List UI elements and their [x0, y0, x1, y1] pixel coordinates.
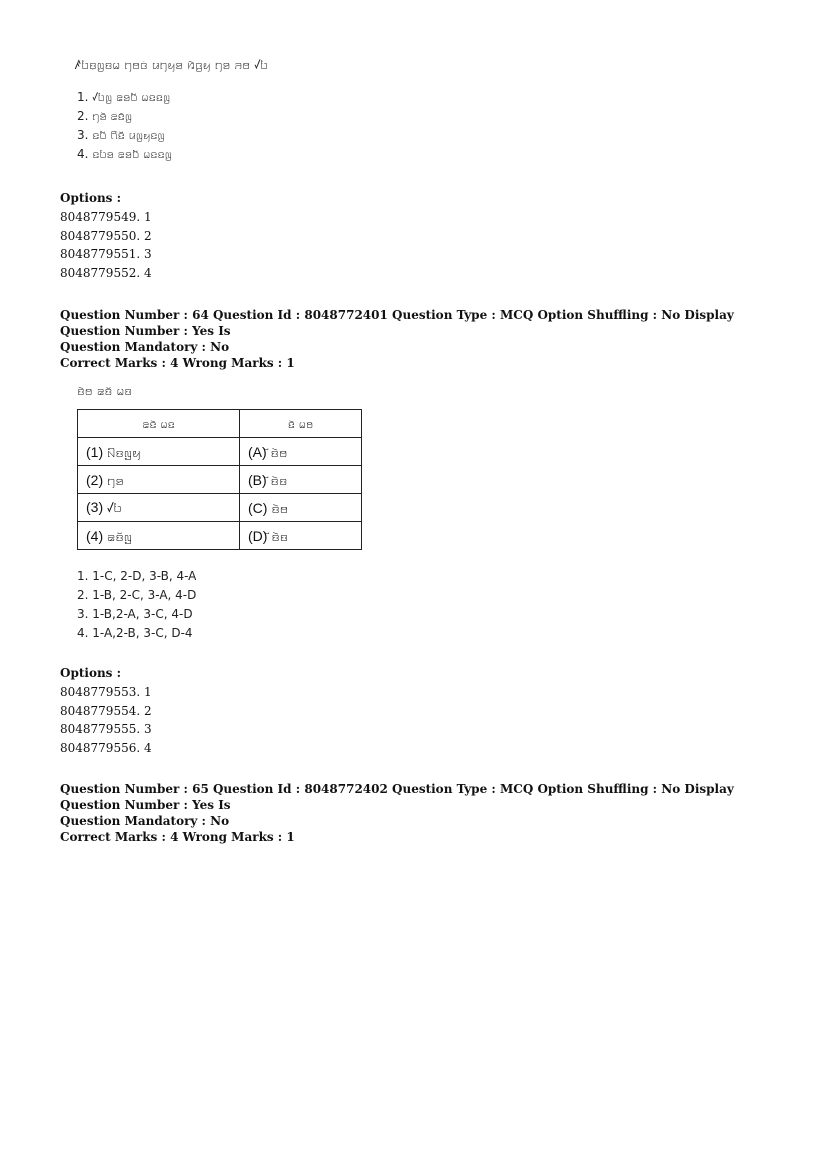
q64-choice-2: 2. 1-B, 2-C, 3-A, 4-D — [77, 588, 197, 602]
q64-choice-3: 3. 1-B,2-A, 3-C, 4-D — [77, 607, 193, 621]
q64-option-3: 8048779555. 3 — [60, 722, 152, 736]
q64-stem: ꤢꤧꤥ ꤘꤢꤩ ꤗꤢ — [77, 384, 133, 399]
q63-option-3: 8048779551. 3 — [60, 247, 152, 261]
q64-table-head-right: ꤢꤧ ꤗꤥ — [240, 410, 362, 438]
q64-row2-left: (2) ꤚꤤ — [78, 466, 240, 494]
table-row — [78, 438, 362, 466]
table-row — [78, 494, 362, 522]
q65-header-line1: Question Number : 65 Question Id : 8048772402 Question Type : MCQ Option Shuffling : No Display Question Number : Yes Is — [60, 782, 734, 812]
q63-stem: ꤰꤝꤢ꤫ꤜꤢꤗ ꤚꤥꤍꤦ ꤣꤚꤟꤤ ꤙꤧꤞꤟ ꤚꤤ ꤏꤥ ꤶꤝ — [75, 58, 268, 73]
q63-choice-list — [77, 88, 172, 164]
q63-options-label: Options : — [60, 191, 122, 205]
table-row — [78, 466, 362, 494]
q64-row2-right: (B) ꤩꤢꤧꤢ — [240, 466, 362, 494]
q63-option-4: 8048779552. 4 — [60, 265, 152, 280]
q63-choice-4: 4. ꤢꤝꤤ ꤘꤤꤝꤩ ꤗꤢꤢꤜ — [77, 147, 172, 161]
q63-option-2: 8048779550. 2 — [60, 228, 152, 243]
q63-options — [60, 208, 152, 282]
q64-option-4: 8048779556. 4 — [60, 740, 152, 755]
q64-header — [60, 307, 760, 371]
q63-choice-2: 2. ꤚꤤꤧ ꤘꤢꤨꤜ — [77, 109, 133, 123]
q64-match-table — [77, 409, 362, 550]
q64-header-line2: Question Mandatory : No — [60, 340, 230, 354]
q64-choice-1: 1. 1-C, 2-D, 3-B, 4-A — [77, 569, 197, 583]
q65-marks: Correct Marks : 4 Wrong Marks : 1 — [60, 830, 295, 844]
q64-choice-4: 4. 1-A,2-B, 3-C, D-4 — [77, 626, 193, 640]
q64-row1-right: (A) ꤩꤢꤧꤥ — [240, 438, 362, 466]
q64-options-label: Options : — [60, 666, 122, 680]
q64-row3-left: (3) ꤶꤝ — [78, 494, 240, 522]
q63-option-1: 8048779549. 1 — [60, 210, 152, 224]
table-row — [78, 522, 362, 550]
q64-option-1: 8048779553. 1 — [60, 685, 152, 699]
q64-row3-right: (C) ꤢꤧꤥ — [240, 494, 362, 522]
q64-header-line1: Question Number : 64 Question Id : 8048772401 Question Type : MCQ Option Shuffling : No Display Question Number : Yes Is — [60, 308, 734, 338]
q64-options — [60, 683, 152, 757]
q65-header — [60, 781, 760, 845]
q63-choice-1: 1. ꤶꤝꤜ ꤘꤤꤝꤩ ꤗꤢꤢꤜ — [77, 90, 171, 104]
q64-row4-left: (4) ꤘꤢꤩꤜ — [78, 522, 240, 550]
q64-row1-left: (1) ꤡꤢꤜꤟ — [78, 438, 240, 466]
q64-row4-right: (D) ꤩꤢꤧꤢ — [240, 522, 362, 550]
q65-header-line2: Question Mandatory : No — [60, 814, 230, 828]
q64-table-header-row — [78, 410, 362, 438]
q64-table-head-left: ꤘꤢꤧ ꤗꤢ — [78, 410, 240, 438]
q64-option-2: 8048779554. 2 — [60, 703, 152, 718]
q63-choice-3: 3. ꤢꤝꤩ ꤖꤢꤩ ꤣꤜꤟꤢꤜ — [77, 128, 165, 142]
q64-choice-list — [77, 567, 196, 643]
q64-marks: Correct Marks : 4 Wrong Marks : 1 — [60, 356, 295, 370]
